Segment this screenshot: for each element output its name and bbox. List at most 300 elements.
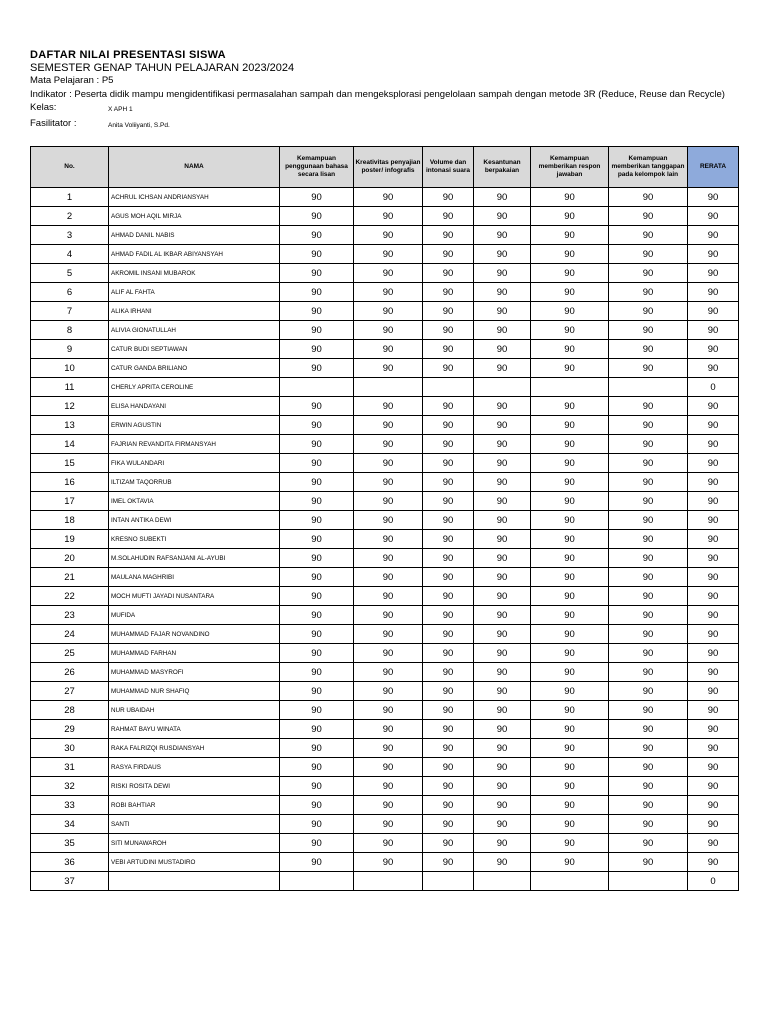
col-kesantunan-cell: 90	[474, 568, 531, 587]
col-nama-cell: ERWIN AGUSTIN	[109, 416, 280, 435]
col-nama-cell: ROBI BAHTIAR	[109, 796, 280, 815]
col-volume-intonasi-cell: 90	[423, 530, 474, 549]
col-nama-cell: MUHAMMAD FARHAN	[109, 644, 280, 663]
col-kreativitas-cell: 90	[354, 720, 423, 739]
col-kesantunan-cell: 90	[474, 264, 531, 283]
col-volume-intonasi-cell: 90	[423, 416, 474, 435]
table-row	[31, 663, 739, 682]
col-kreativitas-cell: 90	[354, 549, 423, 568]
col-bahasa-lisan-cell: 90	[280, 473, 354, 492]
col-bahasa-lisan-cell: 90	[280, 720, 354, 739]
col-kreativitas-cell	[354, 378, 423, 397]
col-nama-cell: MUFIDA	[109, 606, 280, 625]
col-tanggapan-cell: 90	[609, 549, 688, 568]
facilitator-value: Anita Voliiyanti, S.Pd.	[108, 122, 170, 129]
col-volume-intonasi-cell: 90	[423, 549, 474, 568]
col-volume-intonasi-cell	[423, 872, 474, 891]
col-rerata-cell: 90	[688, 302, 739, 321]
col-volume-intonasi-cell: 90	[423, 663, 474, 682]
col-bahasa-lisan-cell: 90	[280, 226, 354, 245]
col-no-cell: 27	[31, 682, 109, 701]
col-kreativitas-cell: 90	[354, 758, 423, 777]
col-kreativitas-cell: 90	[354, 511, 423, 530]
col-tanggapan-cell: 90	[609, 663, 688, 682]
col-rerata-cell: 90	[688, 625, 739, 644]
col-no-cell: 29	[31, 720, 109, 739]
col-kreativitas-cell: 90	[354, 587, 423, 606]
col-kreativitas-cell: 90	[354, 397, 423, 416]
col-respon-jawaban-cell: 90	[531, 644, 609, 663]
col-kesantunan-cell: 90	[474, 796, 531, 815]
col-nama-cell: KRESNO SUBEKTI	[109, 530, 280, 549]
col-volume-intonasi-cell: 90	[423, 587, 474, 606]
col-volume-intonasi-cell: 90	[423, 720, 474, 739]
col-bahasa-lisan-cell: 90	[280, 834, 354, 853]
col-rerata-cell: 90	[688, 701, 739, 720]
col-tanggapan-cell: 90	[609, 321, 688, 340]
col-kreativitas-cell: 90	[354, 853, 423, 872]
col-nama-cell: ELISA HANDAYANI	[109, 397, 280, 416]
table-row	[31, 777, 739, 796]
col-volume-intonasi-cell: 90	[423, 739, 474, 758]
col-kesantunan-header: Kesantunan berpakaian	[474, 147, 531, 188]
col-kreativitas-cell: 90	[354, 435, 423, 454]
col-no-cell: 25	[31, 644, 109, 663]
col-respon-jawaban-cell: 90	[531, 758, 609, 777]
table-row	[31, 701, 739, 720]
col-nama-cell: ALIVIA GIONATULLAH	[109, 321, 280, 340]
col-no-cell: 32	[31, 777, 109, 796]
col-kreativitas-cell: 90	[354, 644, 423, 663]
col-kesantunan-cell: 90	[474, 473, 531, 492]
col-no-cell: 11	[31, 378, 109, 397]
col-bahasa-lisan-cell: 90	[280, 606, 354, 625]
col-volume-intonasi-cell: 90	[423, 340, 474, 359]
col-rerata-cell: 90	[688, 739, 739, 758]
col-bahasa-lisan-cell: 90	[280, 625, 354, 644]
col-kreativitas-header: Kreativitas penyajian poster/ infografis	[354, 147, 423, 188]
col-kesantunan-cell: 90	[474, 682, 531, 701]
col-respon-jawaban-cell: 90	[531, 568, 609, 587]
col-respon-jawaban-cell: 90	[531, 834, 609, 853]
col-tanggapan-cell: 90	[609, 207, 688, 226]
col-tanggapan-cell: 90	[609, 473, 688, 492]
col-bahasa-lisan-cell: 90	[280, 568, 354, 587]
col-volume-intonasi-cell: 90	[423, 625, 474, 644]
col-no-cell: 36	[31, 853, 109, 872]
table-row	[31, 511, 739, 530]
col-bahasa-lisan-cell: 90	[280, 549, 354, 568]
col-tanggapan-cell: 90	[609, 777, 688, 796]
col-rerata-cell: 90	[688, 853, 739, 872]
col-nama-cell: RAHMAT BAYU WINATA	[109, 720, 280, 739]
col-no-cell: 2	[31, 207, 109, 226]
document-title: DAFTAR NILAI PRESENTASI SISWA	[30, 49, 226, 61]
col-no-cell: 22	[31, 587, 109, 606]
col-tanggapan-cell	[609, 872, 688, 891]
col-bahasa-lisan-cell: 90	[280, 188, 354, 207]
col-rerata-cell: 90	[688, 473, 739, 492]
col-tanggapan-cell: 90	[609, 397, 688, 416]
table-body	[31, 188, 739, 891]
col-kesantunan-cell	[474, 378, 531, 397]
table-row	[31, 226, 739, 245]
col-rerata-cell: 90	[688, 454, 739, 473]
col-tanggapan-cell: 90	[609, 606, 688, 625]
col-kesantunan-cell: 90	[474, 587, 531, 606]
document-header	[30, 48, 730, 132]
col-bahasa-lisan-cell: 90	[280, 359, 354, 378]
col-respon-jawaban-cell: 90	[531, 739, 609, 758]
col-bahasa-lisan-cell	[280, 378, 354, 397]
col-respon-jawaban-cell: 90	[531, 701, 609, 720]
col-respon-jawaban-cell	[531, 378, 609, 397]
col-kesantunan-cell: 90	[474, 340, 531, 359]
col-nama-cell: ILTIZAM TAQORRUB	[109, 473, 280, 492]
col-bahasa-lisan-cell: 90	[280, 758, 354, 777]
col-tanggapan-cell: 90	[609, 587, 688, 606]
col-respon-jawaban-cell: 90	[531, 283, 609, 302]
col-tanggapan-cell: 90	[609, 834, 688, 853]
col-tanggapan-cell: 90	[609, 511, 688, 530]
col-bahasa-lisan-cell: 90	[280, 777, 354, 796]
col-rerata-cell: 90	[688, 796, 739, 815]
col-volume-intonasi-cell: 90	[423, 245, 474, 264]
col-respon-jawaban-cell: 90	[531, 625, 609, 644]
col-volume-intonasi-header: Volume dan intonasi suara	[423, 147, 474, 188]
col-tanggapan-cell: 90	[609, 682, 688, 701]
col-bahasa-lisan-cell: 90	[280, 739, 354, 758]
col-kesantunan-cell: 90	[474, 834, 531, 853]
col-bahasa-lisan-cell: 90	[280, 264, 354, 283]
col-bahasa-lisan-cell: 90	[280, 302, 354, 321]
table-row	[31, 606, 739, 625]
col-no-cell: 19	[31, 530, 109, 549]
col-volume-intonasi-cell: 90	[423, 226, 474, 245]
col-nama-cell: AGUS MOH AQIL MIRJA	[109, 207, 280, 226]
col-kesantunan-cell: 90	[474, 549, 531, 568]
table-row	[31, 473, 739, 492]
col-nama-cell: M.SOLAHUDIN RAFSANJANI AL-AYUBI	[109, 549, 280, 568]
col-kesantunan-cell: 90	[474, 606, 531, 625]
col-respon-jawaban-cell: 90	[531, 302, 609, 321]
table-row	[31, 207, 739, 226]
col-respon-jawaban-cell: 90	[531, 492, 609, 511]
col-no-cell: 15	[31, 454, 109, 473]
col-respon-jawaban-cell: 90	[531, 530, 609, 549]
col-no-cell: 4	[31, 245, 109, 264]
col-no-cell: 9	[31, 340, 109, 359]
col-respon-jawaban-cell: 90	[531, 549, 609, 568]
col-volume-intonasi-cell: 90	[423, 283, 474, 302]
table-row	[31, 359, 739, 378]
col-rerata-cell: 90	[688, 568, 739, 587]
col-kesantunan-cell: 90	[474, 454, 531, 473]
col-nama-cell: CHERLY APRITA CEROLINE	[109, 378, 280, 397]
col-nama-cell: MUHAMMAD MASYROFI	[109, 663, 280, 682]
table-row	[31, 815, 739, 834]
col-kreativitas-cell: 90	[354, 473, 423, 492]
col-kesantunan-cell: 90	[474, 397, 531, 416]
col-volume-intonasi-cell: 90	[423, 302, 474, 321]
table-row	[31, 340, 739, 359]
col-bahasa-lisan-cell: 90	[280, 511, 354, 530]
col-no-cell: 31	[31, 758, 109, 777]
col-kesantunan-cell: 90	[474, 283, 531, 302]
col-respon-jawaban-cell: 90	[531, 473, 609, 492]
col-kreativitas-cell: 90	[354, 568, 423, 587]
col-volume-intonasi-cell: 90	[423, 321, 474, 340]
col-tanggapan-header: Kemampuan memberikan tanggapan pada kelompok lain	[609, 147, 688, 188]
col-bahasa-lisan-cell: 90	[280, 815, 354, 834]
col-kreativitas-cell: 90	[354, 454, 423, 473]
col-kreativitas-cell: 90	[354, 188, 423, 207]
col-no-cell: 35	[31, 834, 109, 853]
col-volume-intonasi-cell: 90	[423, 682, 474, 701]
col-nama-cell: ALIF AL FAHTA	[109, 283, 280, 302]
table-row	[31, 302, 739, 321]
col-volume-intonasi-cell: 90	[423, 359, 474, 378]
table-row	[31, 283, 739, 302]
col-rerata-cell: 90	[688, 397, 739, 416]
table-row	[31, 587, 739, 606]
col-kreativitas-cell: 90	[354, 340, 423, 359]
col-volume-intonasi-cell: 90	[423, 606, 474, 625]
col-tanggapan-cell: 90	[609, 720, 688, 739]
table-row	[31, 853, 739, 872]
col-kesantunan-cell: 90	[474, 511, 531, 530]
col-bahasa-lisan-cell: 90	[280, 397, 354, 416]
col-no-cell: 21	[31, 568, 109, 587]
col-nama-cell: AKROMIL INSANI MUBAROK	[109, 264, 280, 283]
facilitator-row	[30, 118, 730, 132]
col-kesantunan-cell: 90	[474, 245, 531, 264]
col-volume-intonasi-cell: 90	[423, 454, 474, 473]
col-volume-intonasi-cell: 90	[423, 473, 474, 492]
col-tanggapan-cell: 90	[609, 853, 688, 872]
col-tanggapan-cell: 90	[609, 739, 688, 758]
table-row	[31, 454, 739, 473]
col-nama-cell: IMEL OKTAVIA	[109, 492, 280, 511]
table-row	[31, 492, 739, 511]
table-row	[31, 397, 739, 416]
col-volume-intonasi-cell: 90	[423, 264, 474, 283]
col-respon-jawaban-cell: 90	[531, 663, 609, 682]
col-bahasa-lisan-cell: 90	[280, 682, 354, 701]
col-rerata-cell: 90	[688, 340, 739, 359]
table-row	[31, 530, 739, 549]
col-tanggapan-cell: 90	[609, 302, 688, 321]
col-volume-intonasi-cell: 90	[423, 492, 474, 511]
col-kreativitas-cell: 90	[354, 321, 423, 340]
col-rerata-cell: 90	[688, 207, 739, 226]
table-row	[31, 568, 739, 587]
col-tanggapan-cell: 90	[609, 796, 688, 815]
col-kreativitas-cell: 90	[354, 834, 423, 853]
col-tanggapan-cell: 90	[609, 701, 688, 720]
col-no-cell: 26	[31, 663, 109, 682]
col-bahasa-lisan-cell: 90	[280, 492, 354, 511]
col-volume-intonasi-cell: 90	[423, 568, 474, 587]
table-row	[31, 625, 739, 644]
col-respon-jawaban-cell: 90	[531, 853, 609, 872]
indicator-text: Indikator : Peserta didik mampu mengidentifikasi permasalahan sampah dan mengeksplorasi pengelolaan sampah dengan metode 3R (Reduce, Reuse dan Recycle)	[30, 89, 725, 100]
table-row	[31, 739, 739, 758]
facilitator-label: Fasilitator :	[30, 118, 77, 129]
col-kesantunan-cell: 90	[474, 321, 531, 340]
col-bahasa-lisan-cell: 90	[280, 454, 354, 473]
col-nama-cell: SITI MUNAWAROH	[109, 834, 280, 853]
col-kesantunan-cell: 90	[474, 302, 531, 321]
col-bahasa-lisan-cell: 90	[280, 644, 354, 663]
col-kesantunan-cell	[474, 872, 531, 891]
col-kesantunan-cell: 90	[474, 739, 531, 758]
col-no-cell: 12	[31, 397, 109, 416]
col-tanggapan-cell: 90	[609, 815, 688, 834]
col-tanggapan-cell: 90	[609, 530, 688, 549]
col-kesantunan-cell: 90	[474, 853, 531, 872]
col-respon-jawaban-cell: 90	[531, 321, 609, 340]
col-kreativitas-cell: 90	[354, 625, 423, 644]
col-no-cell: 23	[31, 606, 109, 625]
col-no-cell: 20	[31, 549, 109, 568]
col-kreativitas-cell: 90	[354, 207, 423, 226]
table-row	[31, 416, 739, 435]
col-kreativitas-cell: 90	[354, 606, 423, 625]
col-rerata-cell: 90	[688, 644, 739, 663]
col-respon-jawaban-cell: 90	[531, 207, 609, 226]
col-rerata-cell: 0	[688, 872, 739, 891]
col-kreativitas-cell: 90	[354, 492, 423, 511]
col-rerata-cell: 90	[688, 777, 739, 796]
col-kreativitas-cell: 90	[354, 245, 423, 264]
col-nama-cell: RISKI ROSITA DEWI	[109, 777, 280, 796]
col-kreativitas-cell: 90	[354, 530, 423, 549]
col-rerata-cell: 90	[688, 606, 739, 625]
col-rerata-cell: 90	[688, 283, 739, 302]
col-kreativitas-cell: 90	[354, 777, 423, 796]
col-no-cell: 3	[31, 226, 109, 245]
col-nama-cell: SANTI	[109, 815, 280, 834]
col-volume-intonasi-cell: 90	[423, 758, 474, 777]
col-respon-jawaban-cell: 90	[531, 815, 609, 834]
col-kesantunan-cell: 90	[474, 435, 531, 454]
col-bahasa-lisan-cell: 90	[280, 853, 354, 872]
table-row	[31, 378, 739, 397]
col-kesantunan-cell: 90	[474, 188, 531, 207]
col-tanggapan-cell: 90	[609, 245, 688, 264]
col-no-header: No.	[31, 147, 109, 188]
col-volume-intonasi-cell: 90	[423, 397, 474, 416]
table-row	[31, 188, 739, 207]
table-row	[31, 872, 739, 891]
col-rerata-cell: 90	[688, 321, 739, 340]
col-volume-intonasi-cell: 90	[423, 644, 474, 663]
table-row	[31, 644, 739, 663]
col-respon-jawaban-cell: 90	[531, 777, 609, 796]
col-nama-cell: AHMAD DANIL NABIS	[109, 226, 280, 245]
col-tanggapan-cell: 90	[609, 758, 688, 777]
class-label: Kelas:	[30, 102, 57, 113]
col-respon-jawaban-cell: 90	[531, 682, 609, 701]
col-kesantunan-cell: 90	[474, 359, 531, 378]
col-tanggapan-cell: 90	[609, 359, 688, 378]
col-kesantunan-cell: 90	[474, 492, 531, 511]
col-volume-intonasi-cell: 90	[423, 796, 474, 815]
col-respon-jawaban-cell	[531, 872, 609, 891]
col-volume-intonasi-cell	[423, 378, 474, 397]
col-respon-jawaban-cell: 90	[531, 188, 609, 207]
col-no-cell: 17	[31, 492, 109, 511]
col-tanggapan-cell: 90	[609, 188, 688, 207]
col-respon-jawaban-cell: 90	[531, 416, 609, 435]
col-kreativitas-cell: 90	[354, 682, 423, 701]
col-tanggapan-cell: 90	[609, 625, 688, 644]
col-rerata-cell: 90	[688, 188, 739, 207]
col-rerata-cell: 90	[688, 549, 739, 568]
col-kesantunan-cell: 90	[474, 625, 531, 644]
col-rerata-cell: 90	[688, 264, 739, 283]
col-kesantunan-cell: 90	[474, 530, 531, 549]
col-kreativitas-cell: 90	[354, 796, 423, 815]
col-kesantunan-cell: 90	[474, 777, 531, 796]
col-respon-jawaban-header: Kemampuan memberikan respon jawaban	[531, 147, 609, 188]
col-no-cell: 18	[31, 511, 109, 530]
col-volume-intonasi-cell: 90	[423, 701, 474, 720]
col-rerata-cell: 90	[688, 226, 739, 245]
class-row	[30, 102, 730, 116]
col-respon-jawaban-cell: 90	[531, 511, 609, 530]
table-row	[31, 834, 739, 853]
col-bahasa-lisan-cell: 90	[280, 701, 354, 720]
col-nama-header: NAMA	[109, 147, 280, 188]
col-bahasa-lisan-cell: 90	[280, 321, 354, 340]
col-bahasa-lisan-cell: 90	[280, 796, 354, 815]
col-no-cell: 37	[31, 872, 109, 891]
col-rerata-cell: 90	[688, 511, 739, 530]
col-bahasa-lisan-cell: 90	[280, 245, 354, 264]
col-nama-cell: RAKA FALRIZQI RUSDIANSYAH	[109, 739, 280, 758]
col-nama-cell: INTAN ANTIKA DEWI	[109, 511, 280, 530]
col-no-cell: 6	[31, 283, 109, 302]
col-bahasa-lisan-cell: 90	[280, 663, 354, 682]
col-respon-jawaban-cell: 90	[531, 264, 609, 283]
col-nama-cell: NUR UBAIDAH	[109, 701, 280, 720]
table-row	[31, 264, 739, 283]
col-rerata-cell: 90	[688, 435, 739, 454]
col-nama-cell: CATUR GANDA BRILIANO	[109, 359, 280, 378]
col-nama-cell: FAJRIAN REVANDITA FIRMANSYAH	[109, 435, 280, 454]
col-nama-cell: MAULANA MAGHRIBI	[109, 568, 280, 587]
col-kesantunan-cell: 90	[474, 226, 531, 245]
col-nama-cell: ACHRUL ICHSAN ANDRIANSYAH	[109, 188, 280, 207]
col-no-cell: 10	[31, 359, 109, 378]
col-bahasa-lisan-cell: 90	[280, 587, 354, 606]
col-tanggapan-cell: 90	[609, 264, 688, 283]
table-header-row	[31, 147, 739, 188]
col-kreativitas-cell	[354, 872, 423, 891]
col-rerata-cell: 90	[688, 492, 739, 511]
table-row	[31, 682, 739, 701]
col-respon-jawaban-cell: 90	[531, 454, 609, 473]
col-respon-jawaban-cell: 90	[531, 796, 609, 815]
col-kreativitas-cell: 90	[354, 815, 423, 834]
col-volume-intonasi-cell: 90	[423, 777, 474, 796]
col-bahasa-lisan-cell: 90	[280, 435, 354, 454]
subject-line: Mata Pelajaran : P5	[30, 75, 114, 86]
col-tanggapan-cell: 90	[609, 226, 688, 245]
col-bahasa-lisan-cell: 90	[280, 530, 354, 549]
